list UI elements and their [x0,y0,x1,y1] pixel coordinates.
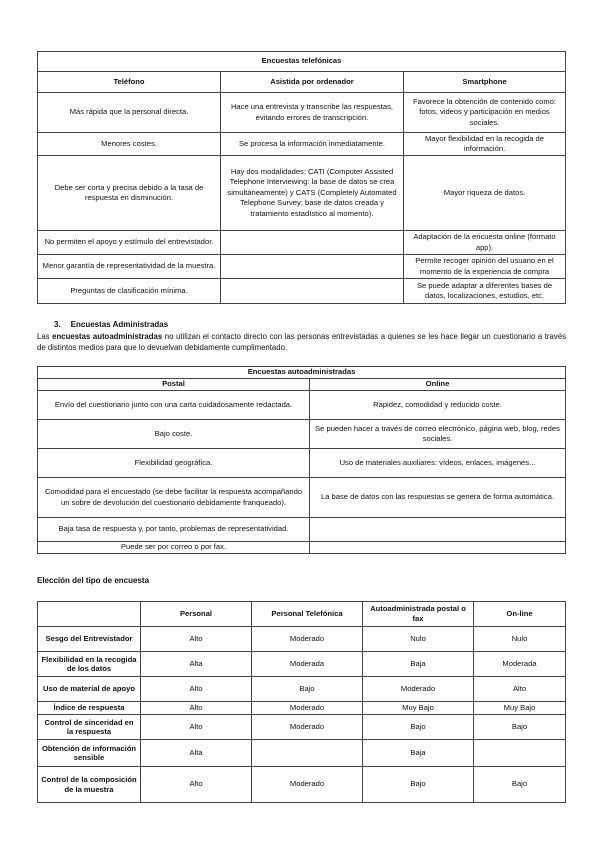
table-cell: Nulo [474,627,566,652]
row-header: Obtención de información sensible [38,740,141,767]
table-cell: Más rápida que la personal directa. [38,93,221,133]
table-cell: Moderado [252,702,363,715]
table-row [38,740,566,767]
table-row [38,715,566,740]
table-cell: Moderado [252,715,363,740]
column-header: On-line [474,602,566,627]
row-header: Flexibilidad en la recogida de los datos [38,652,141,677]
table-cell: Moderada [252,652,363,677]
table-cell: Se pueden hacer a través de correo electrónico, página web, blog, redes sociales. [310,420,566,449]
row-header: Uso de material de apoyo [38,677,141,702]
table-cell: Baja [363,652,474,677]
survey-type-comparison-table [37,601,566,803]
table-cell: Hay dos modalidades: CATI (Computer Assisted Telephone Interviewing: la base de datos se crea simultáneamente) y CATS (Completely Automated Telephone Survey: base de datos creada y tratamiento estadístico al momento). [221,156,404,231]
table-row [38,478,566,518]
para-bold-text: encuestas autoadministradas [52,332,163,341]
table-cell: Bajo [474,767,566,803]
table-cell: Bajo [474,715,566,740]
table-row [38,255,566,279]
column-header: Postal [38,379,310,391]
table-cell: Alta [141,652,252,677]
table-row [38,677,566,702]
table-cell: Bajo [363,715,474,740]
table-cell: Adaptación de la encuesta online (formato app). [404,231,566,255]
table-cell: Se procesa la información inmediatamente. [221,133,404,156]
table-row [38,627,566,652]
column-header: Online [310,379,566,391]
table-cell: Comodidad para el encuestado (se debe facilitar la respuesta acompañando un sobre de devolución del cuestionario debidamente franqueado). [38,478,310,518]
table-cell: Uso de materiales auxiliares: vídeos, enlaces, imágenes... [310,449,566,478]
column-header: Smartphone [404,72,566,93]
table-cell: Moderado [252,767,363,803]
table-cell: Permite recoger opinión del usuario en el momento de la experiencia de compra [404,255,566,279]
table-row [38,542,566,554]
column-header: Teléfono [38,72,221,93]
table-cell: Flexibilidad geográfica. [38,449,310,478]
table-row [38,767,566,803]
table-cell: Alto [141,715,252,740]
table-cell [221,231,404,255]
table-cell: Nulo [363,627,474,652]
column-header-empty [38,602,141,627]
table-cell: Alto [141,702,252,715]
table-cell: Menores costes. [38,133,221,156]
table-cell: No permiten el apoyo y estímulo del entrevistador. [38,231,221,255]
table-cell: Moderado [363,677,474,702]
section-heading [54,320,168,329]
table-cell: Muy Bajo [474,702,566,715]
column-header: Asistida por ordenador [221,72,404,93]
self-administered-surveys-table [37,366,566,554]
table-row [38,652,566,677]
table-cell: Favorece la obtención de contenido como: fotos, videos y participación en medios sociales. [404,93,566,133]
table-row [38,279,566,304]
table-cell: Moderado [252,627,363,652]
row-header: Sesgo del Entrevistador [38,627,141,652]
table-cell: Hace una entrevista y transcribe las respuestas, evitando errores de transcripción. [221,93,404,133]
row-header: Control de sinceridad en la respuesta [38,715,141,740]
table-cell [252,740,363,767]
section-heading-choice: Elección del tipo de encuesta [37,576,150,585]
section-number: 3. [54,320,61,329]
table-cell [310,542,566,554]
section-paragraph [37,331,566,353]
table-row [38,231,566,255]
table-cell: Bajo coste. [38,420,310,449]
table-cell: Bajo [252,677,363,702]
table-cell: Se puede adaptar a diferentes bases de datos, localizaciones, estudios, etc. [404,279,566,304]
table-cell [221,279,404,304]
table-cell: Alto [474,677,566,702]
table-cell: Alto [141,677,252,702]
table-cell: Baja tasa de respuesta y, por tanto, problemas de representatividad. [38,518,310,542]
row-header: Control de la composición de la muestra [38,767,141,803]
table-title: Encuestas autoadministradas [38,367,566,379]
table-row [38,449,566,478]
table-cell: Puede ser por correo o por fax. [38,542,310,554]
table-row [38,420,566,449]
table-cell [310,518,566,542]
table-cell: Debe ser corta y precisa debido a la tasa de respuesta en disminución. [38,156,221,231]
table-row [38,518,566,542]
table-row [38,702,566,715]
table-cell: Envío del cuestionario junto con una carta cuidadosamente redactada. [38,391,310,420]
table-cell: La base de datos con las respuestas se genera de forma automática. [310,478,566,518]
table-cell [474,740,566,767]
table-cell: Menor garantía de representatividad de la muestra. [38,255,221,279]
table-cell: Baja [363,740,474,767]
table-cell: Muy Bajo [363,702,474,715]
table-row [38,93,566,133]
table-cell: Alto [141,767,252,803]
column-header: Personal Telefónica [252,602,363,627]
column-header: Personal [141,602,252,627]
row-header: Índice de respuesta [38,702,141,715]
table-cell: Moderada [474,652,566,677]
table-cell: Preguntas de clasificación mínima. [38,279,221,304]
table-cell: Mayor flexibilidad en la recogida de información. [404,133,566,156]
table-cell [221,255,404,279]
telephone-surveys-table [37,51,566,304]
table-row [38,391,566,420]
table-title: Encuestas telefónicas [38,52,566,72]
table-cell: Mayor riqueza de datos. [404,156,566,231]
column-header: Autoadministrada postal o fax [363,602,474,627]
table-cell: Alta [141,740,252,767]
table-cell: Rapidez, comodidad y reducido coste. [310,391,566,420]
table-cell: Bajo [363,767,474,803]
table-cell: Alto [141,627,252,652]
para-text: Las [37,332,50,341]
table-row [38,133,566,156]
para-text: no utilizan el contacto directo con las personas entrevistadas a quienes se les hace llegar un cuestionario a través de distintos medios para que lo devuelvan debidamente cumplimentado. [37,332,566,352]
table-row [38,156,566,231]
section-title: Encuestas Administradas [70,320,169,329]
